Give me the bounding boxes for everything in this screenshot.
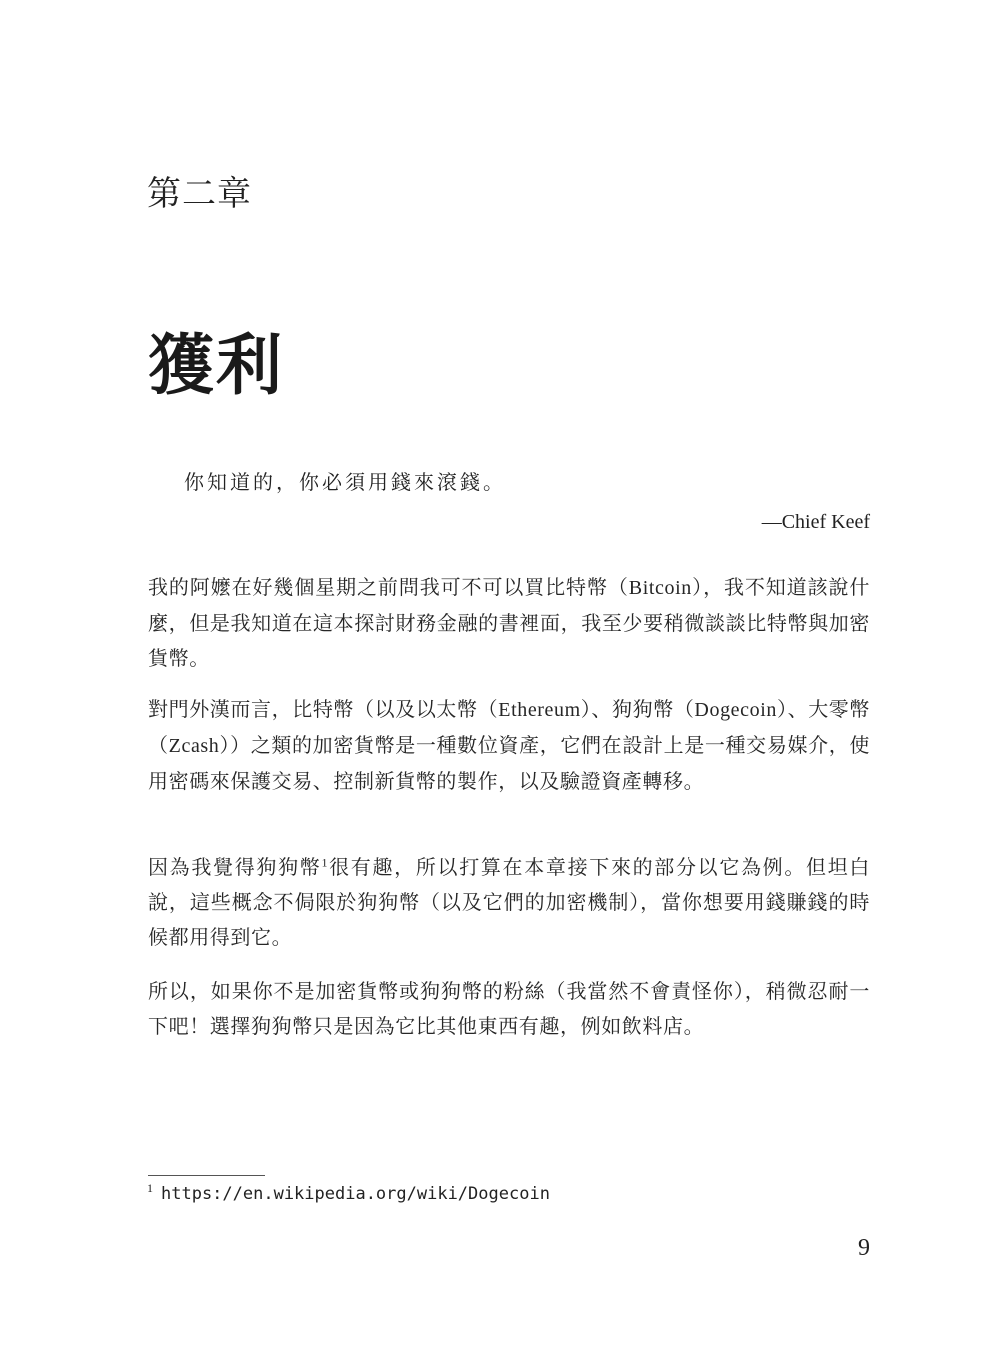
paragraph-2-term-zcash: Zcash [168, 735, 220, 757]
paragraph-1-text-a: 我的阿嬤在好幾個星期之前問我可不可以買比特幣（ [148, 575, 629, 599]
paragraph-4 [148, 974, 870, 1044]
footnote-number: 1 [147, 1181, 153, 1196]
paragraph-3 [148, 850, 870, 955]
paragraph-2-text-c: ）、狗狗幣（ [580, 697, 695, 721]
paragraph-2-term-ethereum: Ethereum [498, 699, 581, 721]
paragraph-2-text-g: ））之類的加密貨幣是一種數位資產，它們在設計上是一種交易媒介，使用密碼來保護交易、控制新貨幣的製作，以及驗證資產轉移。 [148, 733, 870, 793]
footnote-link[interactable]: https://en.wikipedia.org/wiki/Dogecoin [161, 1184, 550, 1204]
paragraph-1-term-bitcoin: Bitcoin [628, 577, 692, 599]
footnote-reference[interactable]: 1 [321, 855, 329, 870]
paragraph-2-term-dogecoin: Dogecoin [694, 699, 777, 721]
paragraph-2-text-e: ）、大零幣（ [148, 697, 870, 757]
paragraph-2-text-a: 對門外漢而言，比特幣（以及以太幣（ [148, 697, 499, 721]
paragraph-3-text-a: 因為我覺得狗狗幣 [148, 855, 322, 879]
paragraph-3-text-b: 很有趣，所以打算在本章接下來的部分以它為例。但坦白說，這些概念不侷限於狗狗幣（以及它們的加密機制），當你想要用錢賺錢的時候都用得到它。 [148, 855, 870, 949]
epigraph-quote: 你知道的，你必須用錢來滾錢。 [184, 470, 506, 494]
page-number: 9 [858, 1235, 870, 1261]
epigraph-attribution: —Chief Keef [761, 511, 870, 533]
chapter-title: 獲利 [148, 327, 284, 404]
paragraph-2 [148, 692, 870, 799]
footnote [147, 1180, 550, 1208]
paragraph-1-text-c: ），我不知道該說什麼，但是我知道在這本探討財務金融的書裡面，我至少要稍微談談比特幣與加密貨幣。 [148, 575, 870, 670]
chapter-label: 第二章 [147, 174, 252, 214]
paragraph-1 [148, 570, 870, 676]
paragraph-4-text-a: 所以，如果你不是加密貨幣或狗狗幣的粉絲（我當然不會責怪你），稍微忍耐一下吧！選擇狗狗幣只是因為它比其他東西有趣，例如飲料店。 [148, 979, 870, 1038]
footnote-divider [148, 1175, 265, 1176]
